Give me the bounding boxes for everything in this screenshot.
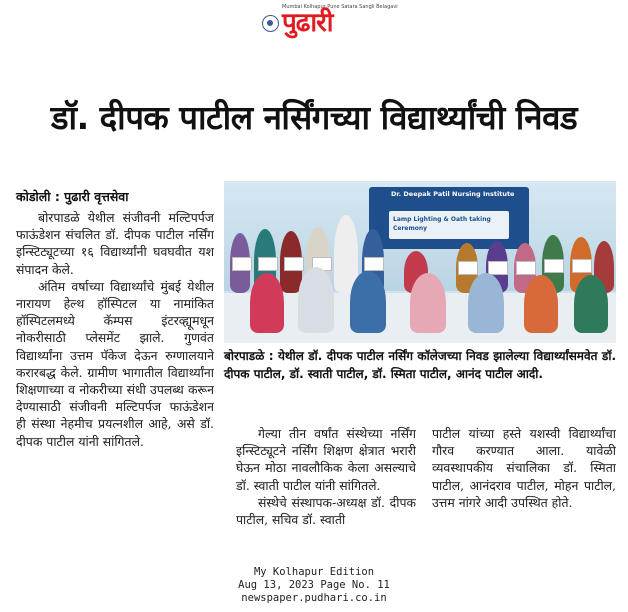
paragraph: संस्थेचे संस्थापक-अध्यक्ष डॉ. दीपक पाटील, सचिव डॉ. स्वाती <box>236 494 416 528</box>
paragraph: अंतिम वर्षाच्या विद्यार्थ्यांचे मुंबई येथील नारायण हेल्थ हॉस्पिटल या नामांकित हॉस्पिटलमध्ये कॅम्पस इंटरव्ह्यूमधून नोकरीसाठी प्लेसमेंट झाले. गुणवंत विद्यार्थ्यांना उत्तम पॅकेज देऊन रुग्णालयाने करारबद्ध केले. ग्रामीण भागातील विद्यार्थ्यांना शिक्षणाच्या व नोकरीच्या संधी उपलब्ध करून देण्यासाठी संजीवनी मल्टिपर्पज फाऊंडेशन ही संस्था नेहमीच प्रयत्नशील आहे, असे डॉ. दीपक पाटील यांनी सांगितले. <box>16 278 214 449</box>
person <box>250 273 284 333</box>
logo-text: पुढारी <box>282 8 333 38</box>
article-column-3 <box>432 425 616 565</box>
edition-date: Aug 13, 2023 Page No. 11 <box>238 579 390 591</box>
banner-title: Dr. Deepak Patil Nursing Institute <box>391 190 515 198</box>
certificate <box>232 257 252 271</box>
person <box>298 267 334 333</box>
certificate <box>544 259 564 273</box>
person <box>524 275 558 333</box>
article-column-2 <box>236 425 416 565</box>
edition-name: My Kolhapur Edition <box>253 566 375 578</box>
emblem-icon <box>262 15 279 32</box>
person <box>350 271 386 333</box>
article-photo <box>224 181 616 343</box>
pudhari-logo[interactable] <box>262 6 333 40</box>
certificate <box>258 257 278 271</box>
certificate <box>488 261 508 275</box>
person <box>468 273 504 333</box>
masthead-tagline: Mumbai Kolhapur Pune Satara Sangli Belagavi <box>282 4 398 10</box>
masthead <box>0 0 628 64</box>
dateline: कोडोली : पुढारी वृत्तसेवा <box>16 189 129 204</box>
edition-url[interactable]: newspaper.pudhari.co.in <box>241 592 387 604</box>
certificate <box>284 257 304 271</box>
photo-caption: बोरपाडळे : येथील डॉ. दीपक पाटील नर्सिंग कॉलेजच्या निवड झालेल्या विद्यार्थ्यांसमवेत डॉ. दीपक पाटील, डॉ. स्वाती पाटील, डॉ. स्मिता पाटील, आनंद पाटील आदी. <box>224 349 616 381</box>
person <box>410 273 446 333</box>
certificate <box>458 261 478 275</box>
certificate <box>572 259 592 273</box>
certificate <box>364 257 384 271</box>
banner-subtitle-box <box>389 211 509 239</box>
banner-subtitle: Lamp Lighting & Oath taking Ceremony <box>393 216 491 232</box>
paragraph: पाटील यांच्या हस्ते यशस्वी विद्यार्थ्यांचा गौरव करण्यात आला. यावेळी व्यवस्थापकीय संचालिका डॉ. स्मिता पाटील, आनंदराव पाटील, मोहन पाटील, उत्तम नांगरे आदी उपस्थित होते. <box>432 426 616 510</box>
certificate <box>516 261 536 275</box>
article-column-1 <box>16 209 214 565</box>
person <box>574 275 608 333</box>
paragraph: बोरपाडळे येथील संजीवनी मल्टिपर्पज फाऊंडेशन संचलित डॉ. दीपक पाटील नर्सिंग इन्स्टिट्यूटच्या १६ विद्यार्थ्यांनी घवघवीत यश संपादन केले. <box>16 210 214 277</box>
edition-footer <box>0 566 628 605</box>
paragraph: गेल्या तीन वर्षांत संस्थेच्या नर्सिंग इन्स्टिट्यूटने नर्सिंग शिक्षण क्षेत्रात भरारी घेऊन मोठा नावलौकिक केला असल्याचे डॉ. स्वाती पाटील यांनी सांगितले. <box>236 426 416 493</box>
article-headline: डॉ. दीपक पाटील नर्सिंगच्या विद्यार्थ्यांची निवड <box>50 98 578 137</box>
